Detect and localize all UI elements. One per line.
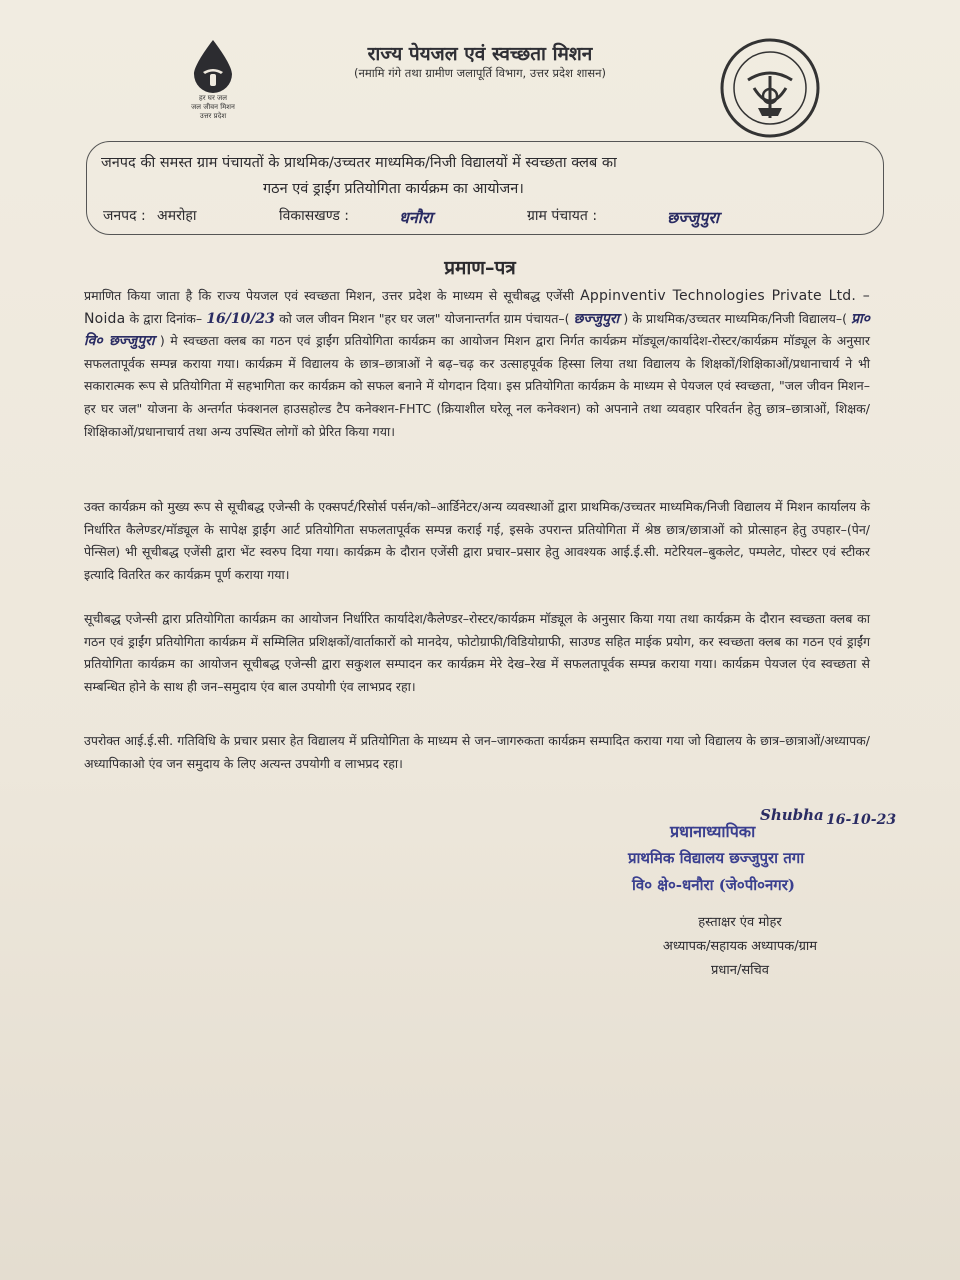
para1-text-d: ) के प्राथमिक/उच्चतर माध्यमिक/निजी विद्यालय–( <box>623 310 847 326</box>
logo-text-3: उत्तर प्रदेश <box>199 112 227 120</box>
logo-text-1: हर घर जल <box>199 94 227 102</box>
document-title: प्रमाण–पत्र <box>444 257 516 279</box>
jal-jeevan-mission-logo <box>178 38 248 121</box>
up-government-seal-icon <box>718 36 822 140</box>
department-subtitle: (नमामि गंगे तथा ग्रामीण जलापूर्ति विभाग, उत्तर प्रदेश शासन) <box>353 66 607 80</box>
signature-date: 16-10-23 <box>826 812 897 828</box>
para1-text-c: को जल जीवन मिशन "हर घर जल" योजनान्तर्गत ग्राम पंचायत–( <box>279 310 570 326</box>
para1-text-b: के द्वारा दिनांक– <box>129 310 203 326</box>
footer-line-2: अध्यापक/सहायक अध्यापक/ग्राम <box>662 939 818 954</box>
para1-text-e: ) मे स्वच्छता क्लब का गठन एवं ड्राईंग प्रतियोगिता कार्यक्रम का आयोजन मिशन द्वारा निर्गत कार्यक्रम मॉड्यूल/कार्यादेश-रोस्टर/कार्यक्रम मॉड्यूल के अनुसार सफलतापूर्वक सम्पन्न कराया गया। कार्यक्रम में विद्यालय के छात्र–छात्राओं ने बढ़–चढ़ कर उत्साहपूर्वक हिस्सा लिया तथा विद्यालय के शिक्षकों/शिक्षिकाओं/प्रधानाचार्य ने भी सकारात्मक रूप से प्रतियोगिता में सहभागिता कर कार्यक्रम को सफल बनाने में योगदान दिया। इस प्रतियोगिता कार्यक्रम के माध्यम से पेयजल एवं स्वच्छता, "जल जीवन मिशन–हर घर जल" योजना के अन्तर्गत फंक्शनल हाउसहोल्ड टैप कनेक्शन-FHTC (क्रियाशील घरेलू नल कनेक्शन) को अपनाने तथा व्यवहार परिवर्तन हेतु छात्र–छात्राओं, शिक्षक/शिक्षिकाओं/प्रधानाचार्य तथा अन्य उपस्थित लोगों को प्रेरित किया गया। <box>84 333 870 439</box>
district-value: अमरोहा <box>157 208 197 224</box>
paragraph-4: उपरोक्त आई.ई.सी. गतिविधि के प्रचार प्रसार हेत विद्यालय में प्रतियोगिता के माध्यम से जन–जागरुकता कार्यक्रम सम्पादित कराया गया जो विद्यालय के छात्र–छात्राओं/अध्यापक/अध्यापिकाओ एंव जन समुदाय के लिए अत्यन्त उपयोगी व लाभप्रद रहा। <box>84 733 870 771</box>
footer-line-1: हस्ताक्षर एंव मोहर <box>698 915 782 930</box>
paragraph-2: उक्त कार्यक्रम को मुख्य रूप से सूचीबद्ध एजेन्सी के एक्सपर्ट/रिसोर्स पर्सन/को–आर्डिनेटर/अन्य व्यवस्थाओं द्वारा प्राथमिक/उच्चतर माध्यमिक/निजी विद्यालय में मिशन कार्यालय के निर्धारित कैलेण्डर/मॉड्यूल के सापेक्ष ड्राईंग आर्ट प्रतियोगिता सफलतापूर्वक सम्पन्न कराई गई, इसके उपरान्त प्रतियोगिता में श्रेष्ठ छात्र/छात्राओं को प्रोत्साहन हेतु उपहार–(पेन/पेन्सिल) भी सूचीबद्ध एजेंसी द्वारा भेंट स्वरुप दिया गया। कार्यक्रम के दौरान एजेंसी द्वारा प्रचार–प्रसार हेतु आवश्यक आई.ई.सी. मटेरियल–बुकलेट, पम्पलेट, पोस्टर एवं स्टीकर इत्यादि वितरित कर कार्यक्रम पूर्ण कराया गया। <box>84 499 870 582</box>
program-date: 16/10/23 <box>206 310 275 327</box>
village-name: छज्जुपुरा <box>573 310 620 327</box>
logo-text-2: जल जीवन मिशन <box>191 103 235 111</box>
district-label: जनपद : <box>103 208 146 224</box>
block-label: विकासखण्ड : <box>279 208 350 224</box>
footer-line-3: प्रधान/सचिव <box>711 963 769 978</box>
program-info-box <box>86 141 884 235</box>
block-value: धनौरा <box>399 208 433 227</box>
paragraph-1 <box>84 285 870 443</box>
stamp-line-2: प्राथमिक विद्यालय छज्जुपुरा तगा <box>628 849 805 867</box>
stamp-line-1: प्रधानाध्यापिका <box>670 822 756 841</box>
school-name: प्रा० वि० छज्जुपुरा <box>84 310 870 350</box>
program-line-1: जनपद की समस्त ग्राम पंचायतों के प्राथमिक/उच्चतर माध्यमिक/निजी विद्यालयों में स्वच्छता क्लब का <box>101 155 617 171</box>
panchayat-label: ग्राम पंचायत : <box>527 208 598 224</box>
water-drop-icon <box>190 38 236 94</box>
school-stamp <box>622 818 912 899</box>
stamp-line-3: वि० क्षे०-धनौरा (जे०पी०नगर) <box>632 876 795 894</box>
program-line-2: गठन एवं ड्राईंग प्रतियोगिता कार्यक्रम का आयोजन। <box>263 181 524 197</box>
panchayat-value: छज्जुपुरा <box>667 208 720 227</box>
handwritten-signature: Shubha <box>760 806 824 824</box>
agency-name: Appinventiv Technologies Private Ltd. – Noida <box>84 288 870 327</box>
para1-text-a: प्रमाणित किया जाता है कि राज्य पेयजल एवं स्वच्छता मिशन, उत्तर प्रदेश के माध्यम से सूचीबद्ध एजेंसी <box>84 288 575 303</box>
paragraph-3: सूचीबद्ध एजेन्सी द्वारा प्रतियोगिता कार्यक्रम का आयोजन निर्धारित कार्यादेश/कैलेण्डर–रोस्टर/कार्यक्रम मॉड्यूल के अनुसार किया गया तथा कार्यक्रम के दौरान स्वच्छता क्लब का गठन एवं ड्राईंग प्रतियोगिता कार्यक्रम में सम्मिलित प्रशिक्षकों/वार्ताकारों को मानदेय, फोटोग्राफी/विडियोग्राफी, साउण्ड सहित माईक प्रयोग, कर स्वच्छता क्लब का गठन एवं ड्राईंग प्रतियोगिता कार्यक्रम का आयोजन सूचीबद्ध एजेन्सी द्वारा सकुशल सम्पादन कर कार्यक्रम मेरे देख–रेख में सफलतापूर्वक सम्पन्न कराया गया। कार्यक्रम पेयजल एंव स्वच्छता से सम्बन्धित होने के साथ ही जन–समुदाय एंव बाल उपयोगी एंव लाभप्रद रहा। <box>84 611 870 694</box>
mission-title: राज्य पेयजल एवं स्वच्छता मिशन <box>367 43 593 65</box>
